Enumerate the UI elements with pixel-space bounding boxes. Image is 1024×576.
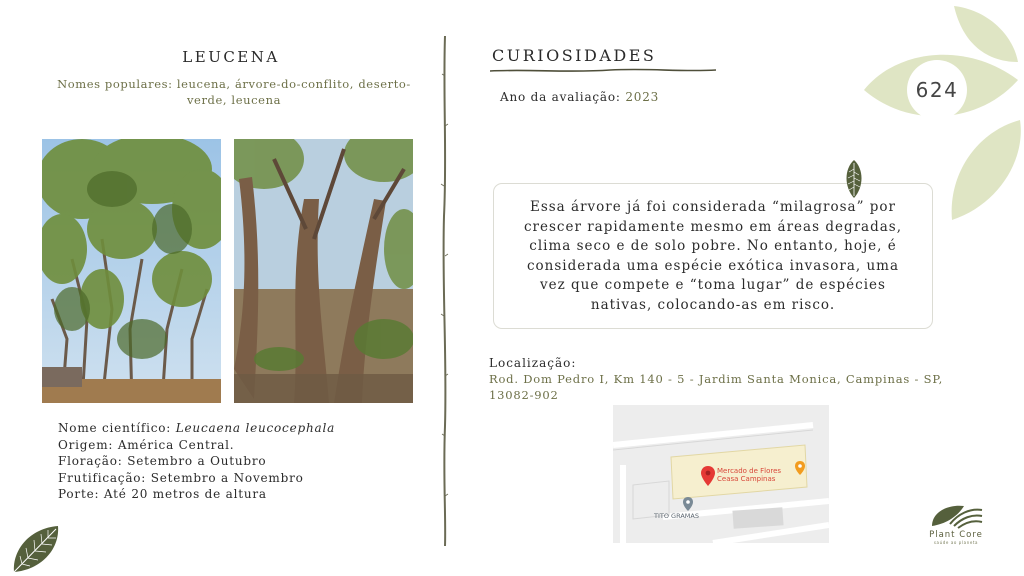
scientific-label: Nome científico: (58, 421, 176, 435)
brand-logo (918, 500, 994, 560)
map-place-line1: Mercado de Flores (717, 467, 782, 475)
size-line: Porte: Até 20 metros de altura (58, 487, 267, 501)
evaluation-year (500, 90, 659, 104)
brand-tagline: saúde ao planeta (933, 540, 979, 545)
brand-name: Plant Core (929, 530, 983, 540)
food-pin-icon (795, 461, 805, 475)
origin-line: Origem: América Central. (58, 437, 235, 452)
plant-title: LEUCENA (182, 48, 280, 66)
popular-names: Nomes populares: leucena, árvore-do-conflito, deserto-verde, leucena (57, 77, 411, 107)
plant-info (58, 420, 335, 503)
scientific-name: Leucaena leucocephala (175, 421, 336, 435)
plant-core-logo-icon (928, 500, 984, 530)
location-label: Localização: (489, 356, 577, 370)
title-underline (490, 67, 716, 75)
leaf-icon (8, 520, 64, 576)
flowering-line: Floração: Setembro a Outubro (58, 454, 267, 468)
curiosity-text-box (493, 183, 933, 329)
location-address: Rod. Dom Pedro I, Km 140 - 5 - Jardim Santa Monica, Campinas - SP, 13082-902 (489, 372, 944, 402)
vertical-divider (438, 36, 452, 546)
curiosity-text: Essa árvore já foi considerada “milagrosa” por crescer rapidamente mesmo em áreas degradas, clima seco e de solo pobre. No entanto, hoje, é considerada uma espécie exótica invasora, uma vez que compete e “toma lugar” de espécies nativas, colocando-as em risco. (523, 199, 903, 313)
location-pin-icon (683, 497, 693, 511)
location-map[interactable] (613, 405, 829, 543)
tree-trunk-photo (234, 139, 413, 403)
scientific-name-line (58, 420, 335, 437)
curiosities-title: CURIOSIDADES (492, 46, 657, 65)
leaf-icon (842, 159, 866, 199)
year-label: Ano da avaliação: (500, 90, 626, 104)
fruiting-line: Frutificação: Setembro a Novembro (58, 470, 304, 485)
map-place-label (717, 467, 781, 483)
year-value: 2023 (625, 90, 660, 104)
map-place-line2: Ceasa Campinas (717, 475, 776, 483)
assessment-number: 624 (915, 78, 959, 102)
map-pin-icon (701, 466, 715, 486)
tree-canopy-photo (42, 139, 221, 403)
map-nearby-label: TITO GRAMAS (654, 512, 699, 520)
